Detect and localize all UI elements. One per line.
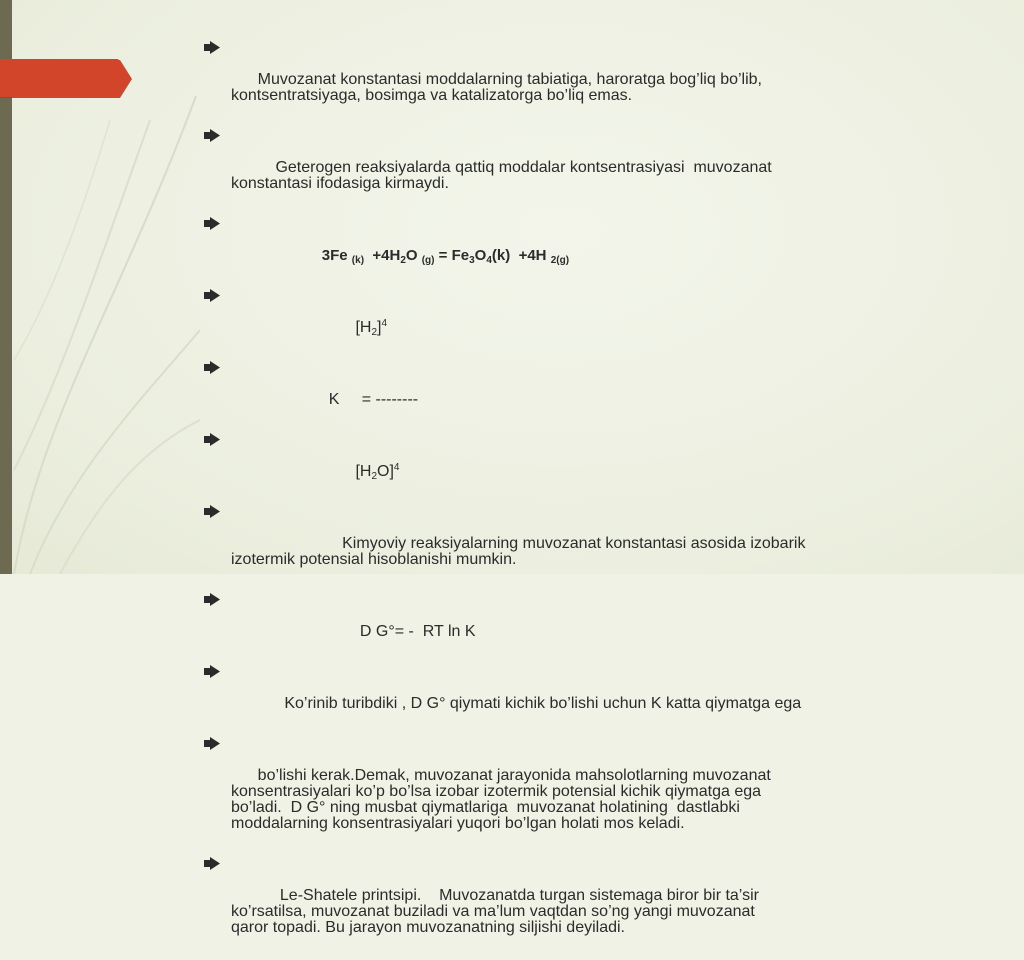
list-item xyxy=(200,504,920,584)
gibbs-formula: D G°= - RT ln K xyxy=(248,623,476,640)
item-text: Kimyoviy reaksiyalarning muvozanat konstantasi asosida izobarik izotermik potensial hisoblanishi mumkin. xyxy=(231,535,806,568)
list-item xyxy=(200,128,920,208)
arrow-bullet-icon xyxy=(204,665,220,678)
arrow-bullet-icon xyxy=(204,737,220,750)
arrow-bullet-icon xyxy=(204,41,220,54)
formula-numerator: $[H_2]^4$ xyxy=(248,318,388,338)
item-text: bo’lishi kerak.Demak, muvozanat jarayonida mahsolotlarning muvozanat konsentrasiyalari ko’p bo’lsa izobar izotermik potensial kichik qiymatga ega bo’ladi. D G° ning musbat qiymatlariga muvozanat holatining dastlabki moddalarning konsentrasiyalari yuqori bo’lgan holati mos keladi. xyxy=(231,767,771,832)
formula-fraction-line: K = -------- xyxy=(248,391,419,408)
formula-denominator: $[H_2O]^4$ xyxy=(248,462,400,482)
list-item xyxy=(200,216,920,280)
arrow-bullet-icon xyxy=(204,857,220,870)
arrow-bullet-icon xyxy=(204,129,220,142)
list-item xyxy=(200,40,920,120)
arrow-bullet-icon xyxy=(204,505,220,518)
arrow-bullet-icon xyxy=(204,433,220,446)
list-item xyxy=(200,592,920,656)
list-item xyxy=(200,856,920,952)
item-text: Ko’rinib turibdiki , D G° qiymati kichik bo’lishi uchun K katta qiymatga ega xyxy=(248,695,802,712)
reaction-equation: 3Fe $_{(k)} +4H_2O$ $_{(g)} = Fe_3O_4(k) +4H$ $_{2(g)}$ xyxy=(321,247,570,266)
arrow-bullet-icon xyxy=(204,361,220,374)
list-item xyxy=(200,736,920,848)
list-item xyxy=(200,664,920,728)
arrow-bullet-icon xyxy=(204,593,220,606)
item-text: Le-Shatele printsipi. Muvozanatda turgan sistemaga biror bir ta’sir ko’rsatilsa, muvozanat buziladi va ma’lum vaqtdan so’ng yangi muvozanat qaror topadi. Bu jarayon muvozanatning siljishi deyiladi. xyxy=(231,887,759,936)
arrow-bullet-icon xyxy=(204,217,220,230)
red-tab-shape xyxy=(0,0,140,120)
item-text: Geterogen reaksiyalarda qattiq moddalar kontsentrasiyasi muvozanat konstantasi ifodasiga kirmaydi. xyxy=(231,159,772,192)
list-item xyxy=(200,360,920,424)
bullet-list xyxy=(200,40,920,960)
list-item xyxy=(200,288,920,352)
arrow-bullet-icon xyxy=(204,289,220,302)
item-text: Muvozanat konstantasi moddalarning tabiatiga, haroratga bog’liq bo’lib, kontsentratsiyaga, bosimga va katalizatorga bo’liq emas. xyxy=(231,71,762,104)
list-item xyxy=(200,432,920,496)
